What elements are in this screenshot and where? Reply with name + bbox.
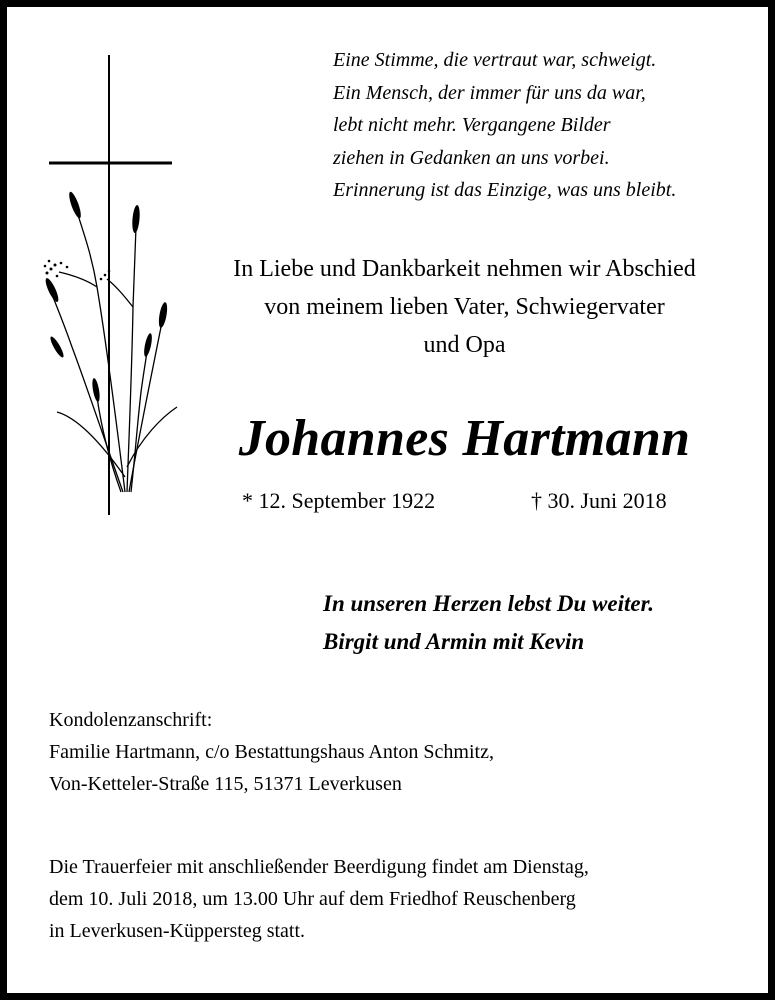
intro-line: In Liebe und Dankbarkeit nehmen wir Abschied	[233, 256, 696, 282]
closing-line: Birgit und Armin mit Kevin	[323, 629, 585, 654]
ceremony-info	[49, 851, 759, 947]
address-line: Familie Hartmann, c/o Bestattungshaus Anton Schmitz,	[49, 741, 494, 763]
poem-line: ziehen in Gedanken an uns vorbei.	[333, 146, 610, 169]
address-line: Kondolenzanschrift:	[49, 709, 213, 731]
death-date: † 30. Juni 2018	[531, 488, 667, 513]
intro-line: von meinem lieben Vater, Schwiegervater	[264, 294, 665, 320]
ceremony-line: Die Trauerfeier mit anschließender Beerdigung findet am Dienstag,	[49, 856, 589, 878]
poem	[333, 44, 753, 207]
cross-with-wheat-icon	[37, 47, 187, 522]
intro-line: und Opa	[423, 332, 506, 358]
condolence-address	[49, 704, 749, 800]
poem-line: Eine Stimme, die vertraut war, schweigt.	[333, 49, 657, 71]
closing-message	[323, 585, 753, 661]
ceremony-line: in Leverkusen-Küppersteg statt.	[49, 920, 306, 942]
closing-line: In unseren Herzen lebst Du weiter.	[323, 591, 654, 616]
poem-line: Ein Mensch, der immer für uns da war,	[333, 81, 646, 104]
ceremony-line: dem 10. Juli 2018, um 13.00 Uhr auf dem Friedhof Reuschenberg	[49, 888, 576, 910]
poem-line: Erinnerung ist das Einzige, was uns bleibt.	[333, 179, 677, 201]
farewell-intro	[182, 250, 747, 364]
birth-date: * 12. September 1922	[242, 488, 436, 513]
poem-line: lebt nicht mehr. Vergangene Bilder	[333, 114, 611, 136]
address-line: Von-Ketteler-Straße 115, 51371 Leverkusen	[49, 773, 402, 795]
deceased-name: Johannes Hartmann	[238, 410, 691, 467]
